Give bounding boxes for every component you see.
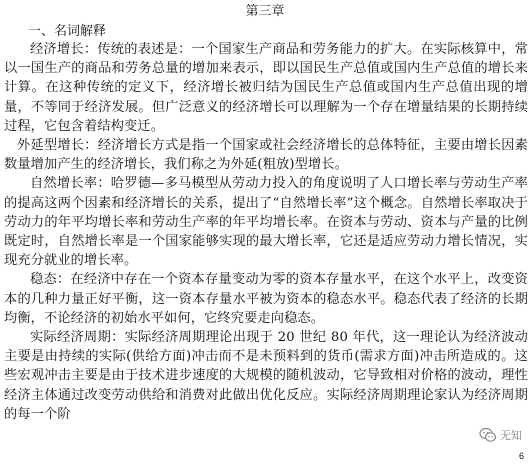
paragraph-extensive-growth: 外延型增长：经济增长方式是指一个国家或社会经济增长的总体特征，主要由增长因素数量增加产生的经济增长，我们称之为外延(粗放)型增长。 [4,138,528,173]
paragraph-economic-growth: 经济增长：传统的表述是：一个国家生产商品和劳务能力的扩大。在实际核算中，常以一国生产的商品和劳务总量的增加来表示，即以国民生产总值或国内生产总值的增长来计算。在这种传统的定义下，经济增长被归结为国民生产总值或国内生产总值出现的增量，不等同于经济发展。但广泛意义的经济增长可以理解为一个存在增量结果的长期持续过程，它包含着结构变迁。 [4,42,528,134]
paragraph-steady-state: 稳态：在经济中存在一个资本存量变动为零的资本存量水平，在这个水平上，改变资本的几种力量正好平衡，这一资本存量水平被为资本的稳态水平。稳态代表了经济的长期均衡，不论经济的初始水平如何，它终究要走向稳态。 [4,272,528,326]
watermark [479,427,522,443]
paragraph-natural-growth-rate: 自然增长率：哈罗德—多马模型从劳动力投入的角度说明了人口增长率与劳动生产率的提高这两个因素和经济增长的关系，提出了“自然增长率”这个概念。自然增长率取决于劳动力的年平均增长率和劳动生产率的年平均增长率。在资本与劳动、资本与产量的比例既定时，自然增长率是一个国家能够实现的最大增长率，它还是适应劳动力增长情况，实现充分就业的增长率。 [4,176,528,269]
chapter-title: 第三章 [245,4,285,19]
page-number: 6 [518,451,524,461]
document-body [4,40,528,424]
section-heading: 一、名词解释 [28,24,107,39]
wechat-icon [479,427,497,443]
watermark-text: 无知 [500,429,522,442]
paragraph-real-business-cycle: 实际经济周期：实际经济周期理论出现于 20 世纪 80 年代，这一理论认为经济波动主要是由持续的实际(供给方面)冲击而不是未预料到的货币(需求方面)冲击所造成的。这些宏观冲击主要是由于技术进步速度的大规模的随机波动，它导致相对价格的波动，理性经济主体通过改变劳动供给和消费对此做出优化反应。实际经济周期理论家认为经济周期的每一个阶 [4,330,528,422]
